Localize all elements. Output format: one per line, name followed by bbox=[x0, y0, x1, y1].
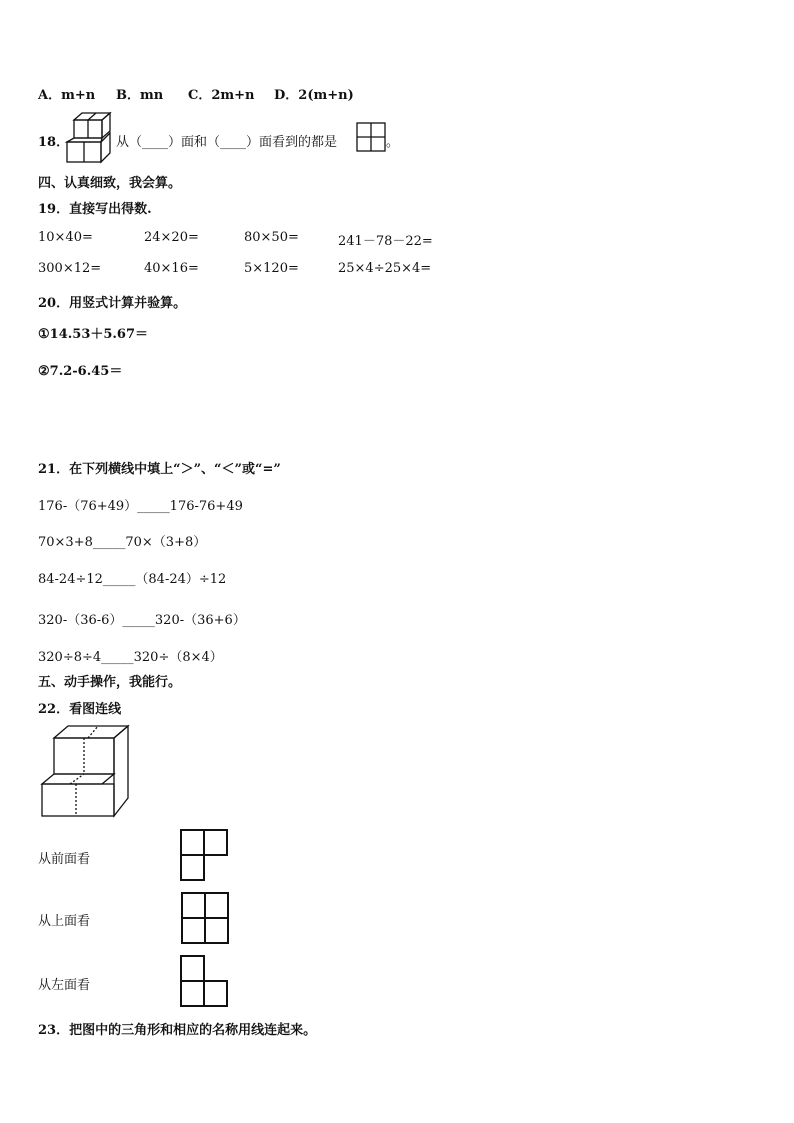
compare-item: 70×3+8_____70×（3+8） bbox=[38, 535, 207, 550]
section-4-title: 四、认真细致，我会算。 bbox=[38, 176, 182, 191]
compare-item: 320÷8÷4_____320÷（8×4） bbox=[38, 650, 223, 665]
compare-item: 320-（36-6）_____320-（36+6） bbox=[38, 613, 246, 628]
calc-item: 25×4÷25×4= bbox=[338, 261, 432, 276]
cube-stack-figure bbox=[66, 112, 116, 164]
question-23-title: 23．把图中的三角形和相应的名称用线连起来。 bbox=[38, 1023, 317, 1038]
view-shape-left bbox=[180, 955, 228, 1007]
question-18-text: 从（____）面和（____）面看到的都是 bbox=[116, 135, 338, 150]
question-22-title: 22．看图连线 bbox=[38, 702, 122, 717]
calc-item: 24×20= bbox=[144, 230, 199, 245]
calc-item: 80×50= bbox=[244, 230, 299, 245]
section-5-title: 五、动手操作，我能行。 bbox=[38, 675, 182, 690]
calc-item: 300×12= bbox=[38, 261, 102, 276]
calc-item: 241－78－22= bbox=[338, 234, 433, 249]
question-18-end: 。 bbox=[386, 135, 400, 150]
compare-item: 84-24÷12_____（84-24）÷12 bbox=[38, 572, 227, 587]
option-c: C．2m+n bbox=[188, 88, 255, 103]
question-18-number: 18． bbox=[38, 135, 70, 150]
vertical-calc-item: ①14.53＋5.67＝ bbox=[38, 327, 149, 342]
view-label-left: 从左面看 bbox=[38, 978, 91, 993]
question-20-title: 20．用竖式计算并验算。 bbox=[38, 296, 187, 311]
view-shape-front bbox=[180, 829, 228, 881]
view-label-front: 从前面看 bbox=[38, 852, 91, 867]
grid-2x2-figure bbox=[356, 122, 386, 152]
view-label-top: 从上面看 bbox=[38, 914, 91, 929]
vertical-calc-item: ②7.2-6.45＝ bbox=[38, 364, 123, 379]
question-21-title: 21．在下列横线中填上“＞”、“＜”或“=” bbox=[38, 462, 281, 477]
calc-item: 10×40= bbox=[38, 230, 93, 245]
calc-item: 40×16= bbox=[144, 261, 199, 276]
compare-item: 176-（76+49）_____176-76+49 bbox=[38, 499, 243, 514]
calc-item: 5×120= bbox=[244, 261, 299, 276]
option-a: A．m+n bbox=[38, 88, 96, 103]
view-shape-top bbox=[181, 892, 229, 944]
question-19-title: 19．直接写出得数. bbox=[38, 202, 152, 217]
solid-figure bbox=[40, 724, 132, 820]
option-b: B．mn bbox=[116, 88, 164, 103]
option-d: D．2(m+n) bbox=[274, 88, 354, 103]
